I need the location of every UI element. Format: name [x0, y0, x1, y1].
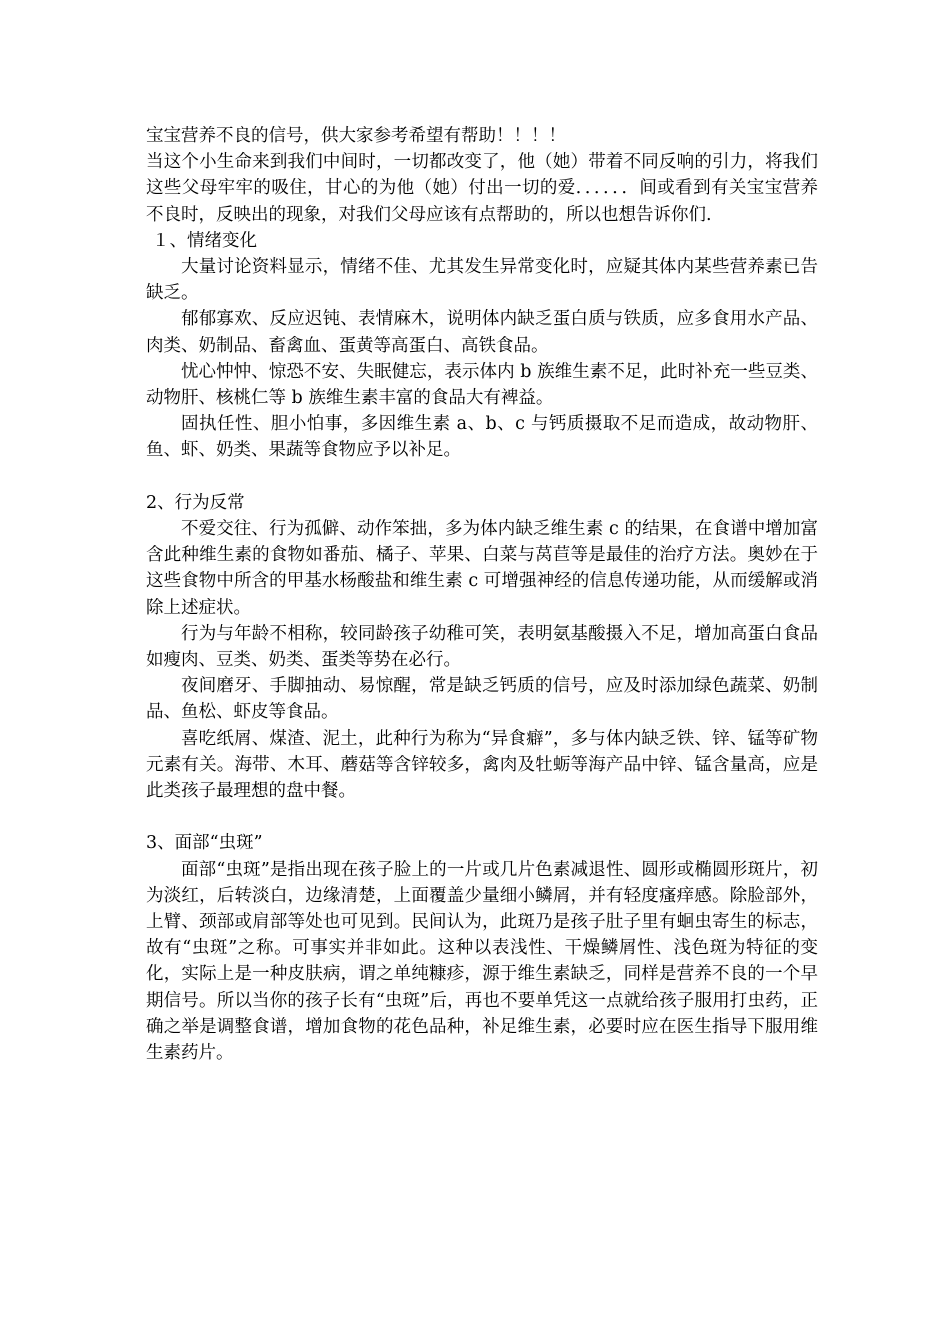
- document-page: [146, 123, 818, 1066]
- paragraph: 大量讨论资料显示，情绪不佳、尤其发生异常变化时，应疑其体内某些营养素已告缺乏。: [146, 257, 818, 304]
- intro-paragraph: 当这个小生命来到我们中间时，一切都改变了，他（她）带着不同反响的引力，将我们这些父母牢牢的吸住，甘心的为他（她）付出一切的爱．．．．．．间或看到有关宝宝营养不良时，反映出的现象，对我们父母应该有点帮助的，所以也想告诉你们.: [146, 152, 818, 225]
- section-heading-behavior: 2、行为反常: [146, 492, 245, 513]
- paragraph: 固执任性、胆小怕事，多因维生素 a、b、c 与钙质摄取不足而造成，故动物肝、鱼、虾、奶类、果蔬等食物应予以补足。: [146, 414, 818, 461]
- section-heading-emotion: １、情绪变化: [152, 230, 257, 251]
- paragraph: 行为与年龄不相称，较同龄孩子幼稚可笑，表明氨基酸摄入不足，增加高蛋白食品如瘦肉、豆类、奶类、蛋类等势在必行。: [146, 623, 818, 671]
- paragraph: 不爱交往、行为孤僻、动作笨拙，多为体内缺乏维生素 c 的结果，在食谱中增加富含此种维生素的食物如番茄、橘子、苹果、白菜与莴苣等是最佳的治疗方法。奥妙在于这些食物中所含的甲基水杨酸盐和维生素 c 可增强神经的信息传递功能，从而缓解或消除上述症状。: [146, 519, 818, 618]
- paragraph: 夜间磨牙、手脚抽动、易惊醒，常是缺乏钙质的信号，应及时添加绿色蔬菜、奶制品、鱼松、虾皮等食品。: [146, 676, 818, 723]
- paragraph: 忧心忡忡、惊恐不安、失眠健忘，表示体内 b 族维生素不足，此时补充一些豆类、动物肝、核桃仁等 b 族维生素丰富的食品大有裨益。: [146, 361, 818, 409]
- blank-line: [146, 464, 818, 490]
- blank-line: [146, 804, 818, 830]
- paragraph: 面部“虫斑”是指出现在孩子脸上的一片或几片色素减退性、圆形或椭圆形斑片，初为淡红，后转淡白，边缘清楚，上面覆盖少量细小鳞屑，并有轻度瘙痒感。除脸部外，上臂、颈部或肩部等处也可见到。民间认为，此斑乃是孩子肚子里有蛔虫寄生的标志，故有“虫斑”之称。可事实并非如此。这种以表浅性、干燥鳞屑性、浅色斑为特征的变化，实际上是一种皮肤病，谓之单纯糠疹，源于维生素缺乏，同样是营养不良的一个早期信号。所以当你的孩子长有“虫斑”后，再也不要单凭这一点就给孩子服用打虫药，正确之举是调整食谱，增加食物的花色品种，补足维生素，必要时应在医生指导下服用维生素药片。: [146, 859, 818, 1064]
- paragraph: 郁郁寡欢、反应迟钝、表情麻木，说明体内缺乏蛋白质与铁质，应多食用水产品、肉类、奶制品、畜禽血、蛋黄等高蛋白、高铁食品。: [146, 309, 818, 356]
- paragraph: 喜吃纸屑、煤渣、泥土，此种行为称为“异食癖”，多与体内缺乏铁、锌、锰等矿物元素有关。海带、木耳、蘑菇等含锌较多，禽肉及牡蛎等海产品中锌、锰含量高，应是此类孩子最理想的盘中餐。: [146, 728, 818, 802]
- document-title: 宝宝营养不良的信号，供大家参考希望有帮助！！！！: [146, 126, 566, 146]
- section-heading-face-spots: 3、面部“虫斑”: [146, 833, 263, 854]
